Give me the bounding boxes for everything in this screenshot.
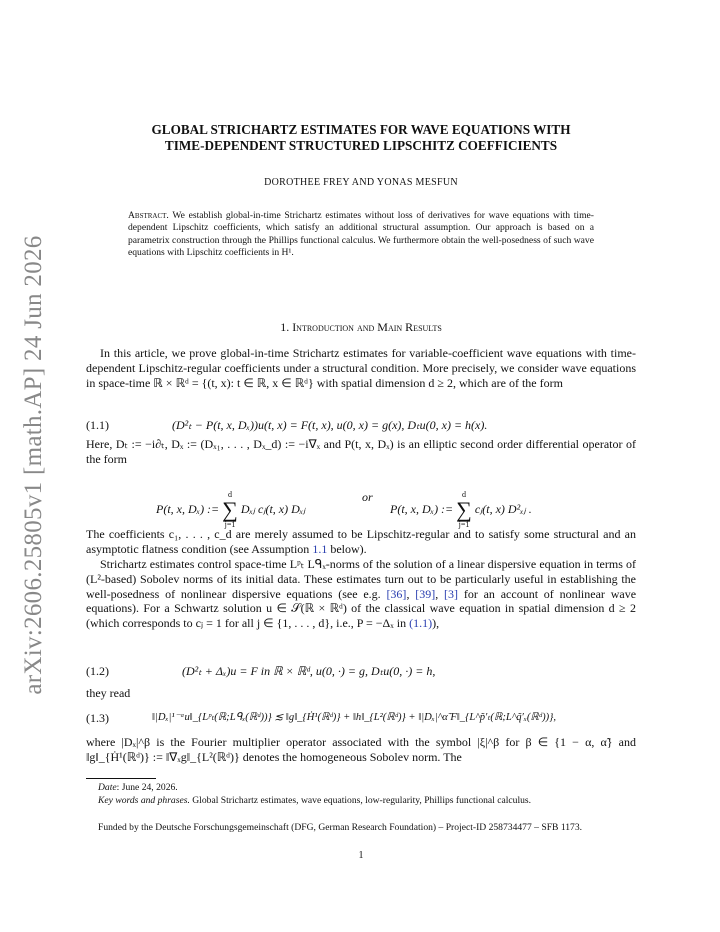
- sum-upper-limit: d: [462, 490, 466, 499]
- abstract-text: We establish global-in-time Strichartz estimates without loss of derivatives for wave equations with time-dependent Lipschitz coefficients, which satisfy an additional structural assumption. Our approach is based on a parametrix construction through the Phillips functional calculus. We furthermore obtain the well-posedness of such wave equations with Lipschitz coefficients in H¹.: [128, 210, 594, 259]
- assumption-link[interactable]: 1.1: [312, 541, 328, 556]
- sum-symbol: [456, 490, 472, 530]
- operator-right-body: cⱼ(t, x) D²ₓⱼ .: [474, 501, 532, 516]
- abstract-label: Abstract.: [128, 210, 169, 221]
- equation-number: (1.2): [86, 664, 109, 678]
- sigma-glyph: ∑: [222, 497, 238, 522]
- author-list: DOROTHEE FREY AND YONAS MESFUN: [264, 177, 458, 188]
- coefficients-text-end: below).: [327, 541, 367, 556]
- paragraph-coefficients: [86, 527, 636, 557]
- equation-number: (1.3): [86, 711, 109, 725]
- citation-link[interactable]: [36]: [386, 586, 407, 601]
- abstract: [128, 210, 594, 260]
- citation-link[interactable]: [3]: [444, 586, 459, 601]
- strichartz-text-end: ),: [432, 616, 440, 631]
- sum-lower-limit: j=1: [224, 520, 236, 529]
- paragraph-operator: Here, Dₜ := −i∂ₜ, Dₓ := (Dₓ₁, . . . , Dₓ_d) := −i∇ₓ and P(t, x, Dₓ) is an elliptic second order differential operator of the form: [86, 437, 636, 466]
- operator-right-lhs: P(t, x, Dₓ) :=: [390, 501, 454, 516]
- page-number: 1: [358, 850, 364, 861]
- paragraph-intro: In this article, we prove global-in-time Strichartz estimates for variable-coefficient wave equations with time-dependent Lipschitz-regular coefficients under a structural condition. More precisely, we consider wave equations in space-time ℝ × ℝᵈ = {(t, x): t ∈ ℝ, x ∈ ℝᵈ} with spatial dimension d ≥ 2, which are of the form: [86, 346, 636, 390]
- footnote-keywords-label: Key words and phrases.: [98, 795, 190, 806]
- sigma-glyph: ∑: [456, 497, 472, 522]
- footnote-funding: Funded by the Deutsche Forschungsgemeinschaft (DFG, German Research Foundation) – Project-ID 258734477 – SFB 1173.: [98, 822, 583, 833]
- footnote-keywords-value: Global Strichartz estimates, wave equations, low-regularity, Phillips functional calculus.: [189, 795, 532, 806]
- arxiv-stamp: [14, 235, 54, 695]
- footnote-keywords: [86, 795, 636, 807]
- operator-form-left: [156, 490, 305, 530]
- paragraph-strichartz: Strichartz estimates control space-time Lᵖₜ Lᑫₓ-norms of the solution of a linear dispersive equation in terms of (L²-based) Sobolev norms of its initial data. These estimates turn out to be particularly useful in establishing the well-posedness of nonlinear dispersive equations (see e.g. [36], [39], [3] for an account of nonlinear wave equations). For a Schwartz solution u ∈ 𝒮(ℝ × ℝᵈ) of the classical wave equation in spatial dimension d ≥ 2 (which corresponds to cⱼ = 1 for all j ∈ {1, . . . , d}, i.e., P = −Δₓ in (1.1)),: [86, 557, 637, 631]
- sum-upper-limit: d: [228, 490, 232, 499]
- operator-form-right: [390, 490, 532, 530]
- sum-symbol: [222, 490, 238, 530]
- citation-link[interactable]: [39]: [415, 586, 436, 601]
- strichartz-text-cont: for an account of nonlinear wave equations). For a Schwartz solution u ∈ 𝒮(ℝ × ℝᵈ) of the classical wave equation in spatial dimension d ≥ 2 (which corresponds to cⱼ = 1 for all j ∈ {1, . . . , d}, i.e., P = −Δₓ in: [86, 586, 637, 631]
- footnote-date: [86, 782, 636, 794]
- equation-body: ‖|Dₓ|¹⁻ᵅu‖_{Lᵖₜ(ℝ;Lᑫₓ(ℝᵈ))} ≲ ‖g‖_{Ḣ¹(ℝᵈ)} + ‖h‖_{L²(ℝᵈ)} + ‖|Dₓ|^α̃ F‖_{L^p̃′ₜ(ℝ;L^q̃′ₓ(ℝᵈ))},: [152, 712, 557, 723]
- strichartz-text: Strichartz estimates control space-time Lᵖₜ Lᑫₓ-norms of the solution of a linear dispersive equation in terms of (L²-based) Sobolev norms of its initial data. These estimates turn out to be particularly useful in establishing the well-posedness of nonlinear dispersive equations (see e.g.: [86, 557, 636, 601]
- paper-title: [86, 122, 636, 154]
- arxiv-id: arXiv:2606.25805v1 [math.AP] 24 Jun 2026: [20, 235, 47, 695]
- paragraph-fourier: where |Dₓ|^β is the Fourier multiplier operator associated with the symbol |ξ|^β for β ∈ {1 − α, α̃} and ‖g‖_{Ḣ¹(ℝᵈ)} := ‖∇ₓg‖_{L²(ℝᵈ)} denotes the homogeneous Sobolev norm. The: [86, 735, 636, 764]
- equation-operator-forms: [86, 476, 636, 529]
- equation-number: (1.1): [86, 418, 109, 432]
- footnote-rule: [86, 778, 156, 779]
- title-line-1: GLOBAL STRICHARTZ ESTIMATES FOR WAVE EQUATIONS WITH: [151, 122, 571, 137]
- equation-body: (D²ₜ + Δₓ)u = F in ℝ × ℝᵈ, u(0, ·) = g, Dₜu(0, ·) = h,: [182, 664, 436, 678]
- paragraph-they-read: they read: [86, 686, 131, 700]
- footnote-date-value: : June 24, 2026.: [116, 782, 178, 793]
- operator-left-body: Dₓⱼ cⱼ(t, x) Dₓⱼ: [240, 501, 306, 516]
- section-heading: 1. Introduction and Main Results: [280, 320, 442, 334]
- equation-link[interactable]: (1.1): [409, 616, 433, 631]
- operator-left-lhs: P(t, x, Dₓ) :=: [156, 501, 220, 516]
- equation-body: (D²ₜ − P(t, x, Dₓ))u(t, x) = F(t, x), u(0, x) = g(x), Dₜu(0, x) = h(x).: [172, 418, 488, 432]
- operator-or: or: [362, 490, 373, 504]
- title-line-2: TIME-DEPENDENT STRUCTURED LIPSCHITZ COEFFICIENTS: [164, 138, 558, 153]
- footnote-date-label: Date: [98, 782, 117, 793]
- coefficients-text: The coefficients c₁, . . . , c_d are merely assumed to be Lipschitz-regular and to satisfy some structural and an asymptotic flatness condition (see Assumption: [86, 527, 636, 556]
- sum-lower-limit: j=1: [458, 520, 470, 529]
